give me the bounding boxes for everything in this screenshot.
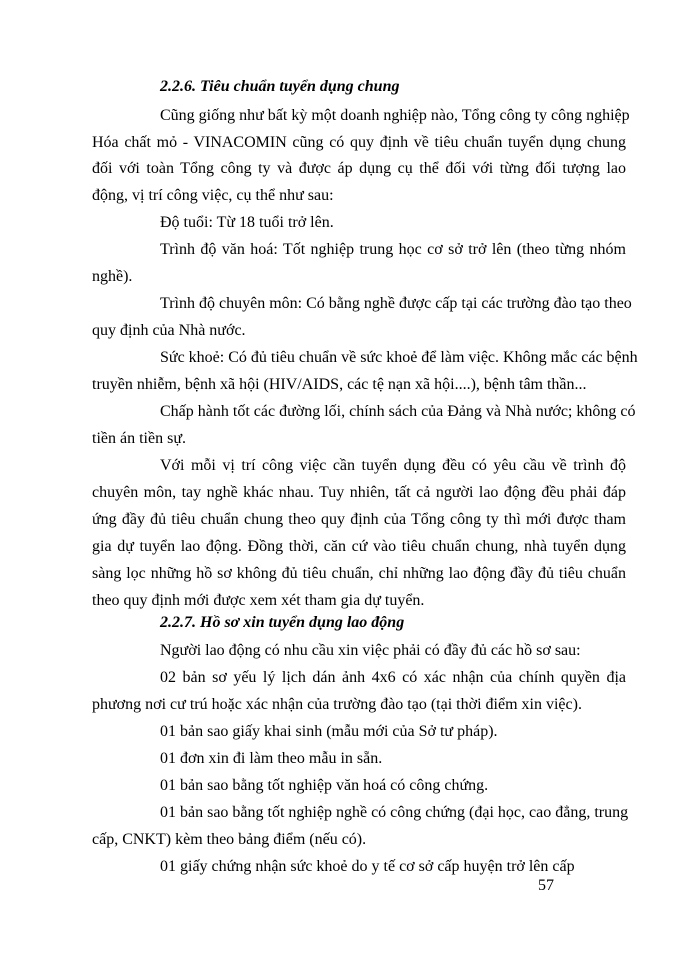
paragraph-line: phương nơi cư trú hoặc xác nhận của trường đào tạo (tại thời điểm xin việc). — [92, 696, 582, 713]
paragraph-line: sàng lọc những hồ sơ không đủ tiêu chuẩn, chỉ những lao động đầy đủ tiêu chuẩn — [92, 565, 626, 582]
paragraph-line: động, vị trí công việc, cụ thể như sau: — [92, 187, 334, 204]
paragraph-line: 01 giấy chứng nhận sức khoẻ do y tế cơ sở cấp huyện trở lên cấp — [160, 858, 575, 875]
section-heading-2-2-6: 2.2.6. Tiêu chuẩn tuyển dụng chung — [160, 78, 400, 95]
paragraph-line: theo quy định mới được xem xét tham gia dự tuyển. — [92, 592, 425, 609]
paragraph-line: ứng đầy đủ tiêu chuẩn chung theo quy định của Tổng công ty thì mới được tham — [92, 511, 626, 528]
paragraph-line: gia dự tuyển lao động. Đồng thời, căn cứ vào tiêu chuẩn chung, nhà tuyển dụng — [92, 538, 626, 555]
paragraph-line: Trình độ chuyên môn: Có bằng nghề được cấp tại các trường đào tạo theo — [160, 295, 632, 312]
paragraph-line: 02 bản sơ yếu lý lịch dán ảnh 4x6 có xác nhận của chính quyền địa — [160, 669, 626, 686]
paragraph-line: truyền nhiễm, bệnh xã hội (HIV/AIDS, các tệ nạn xã hội....), bệnh tâm thần... — [92, 376, 587, 393]
paragraph-line: chuyên môn, tay nghề khác nhau. Tuy nhiên, tất cả người lao động đều phải đáp — [92, 484, 626, 501]
paragraph-line: 01 bản sao giấy khai sinh (mẫu mới của Sở tư pháp). — [160, 723, 498, 740]
paragraph-line: Hóa chất mỏ - VINACOMIN cũng có quy định về tiêu chuẩn tuyển dụng chung — [92, 134, 626, 151]
section-heading-2-2-7: 2.2.7. Hồ sơ xin tuyển dụng lao động — [160, 614, 405, 631]
paragraph-line: Sức khoẻ: Có đủ tiêu chuẩn về sức khoẻ để làm việc. Không mắc các bệnh — [160, 349, 638, 366]
paragraph-line: 01 đơn xin đi làm theo mẫu in sẵn. — [160, 750, 383, 767]
paragraph-line: 01 bản sao bằng tốt nghiệp nghề có công chứng (đại học, cao đẳng, trung — [160, 804, 629, 821]
paragraph-line: Trình độ văn hoá: Tốt nghiệp trung học cơ sở trở lên (theo từng nhóm — [160, 241, 626, 258]
paragraph-line: quy định của Nhà nước. — [92, 322, 246, 339]
paragraph-line: Cũng giống như bất kỳ một doanh nghiệp nào, Tổng công ty công nghiệp — [160, 107, 630, 124]
paragraph-line: nghề). — [92, 268, 133, 285]
page-number: 57 — [538, 877, 554, 894]
paragraph-line: Với mỗi vị trí công việc cần tuyển dụng đều có yêu cầu về trình độ — [160, 457, 626, 474]
paragraph-line: tiền án tiền sự. — [92, 430, 186, 447]
paragraph-line: cấp, CNKT) kèm theo bảng điểm (nếu có). — [92, 831, 367, 848]
paragraph-line: Chấp hành tốt các đường lối, chính sách của Đảng và Nhà nước; không có — [160, 403, 636, 420]
paragraph-line: đối với toàn Tổng công ty và được áp dụng cụ thể đối với từng đối tượng lao — [92, 160, 626, 177]
paragraph-line: 01 bản sao bằng tốt nghiệp văn hoá có công chứng. — [160, 777, 489, 794]
paragraph-line: Người lao động có nhu cầu xin việc phải có đầy đủ các hồ sơ sau: — [160, 642, 581, 659]
paragraph-line: Độ tuổi: Từ 18 tuổi trở lên. — [160, 214, 334, 231]
